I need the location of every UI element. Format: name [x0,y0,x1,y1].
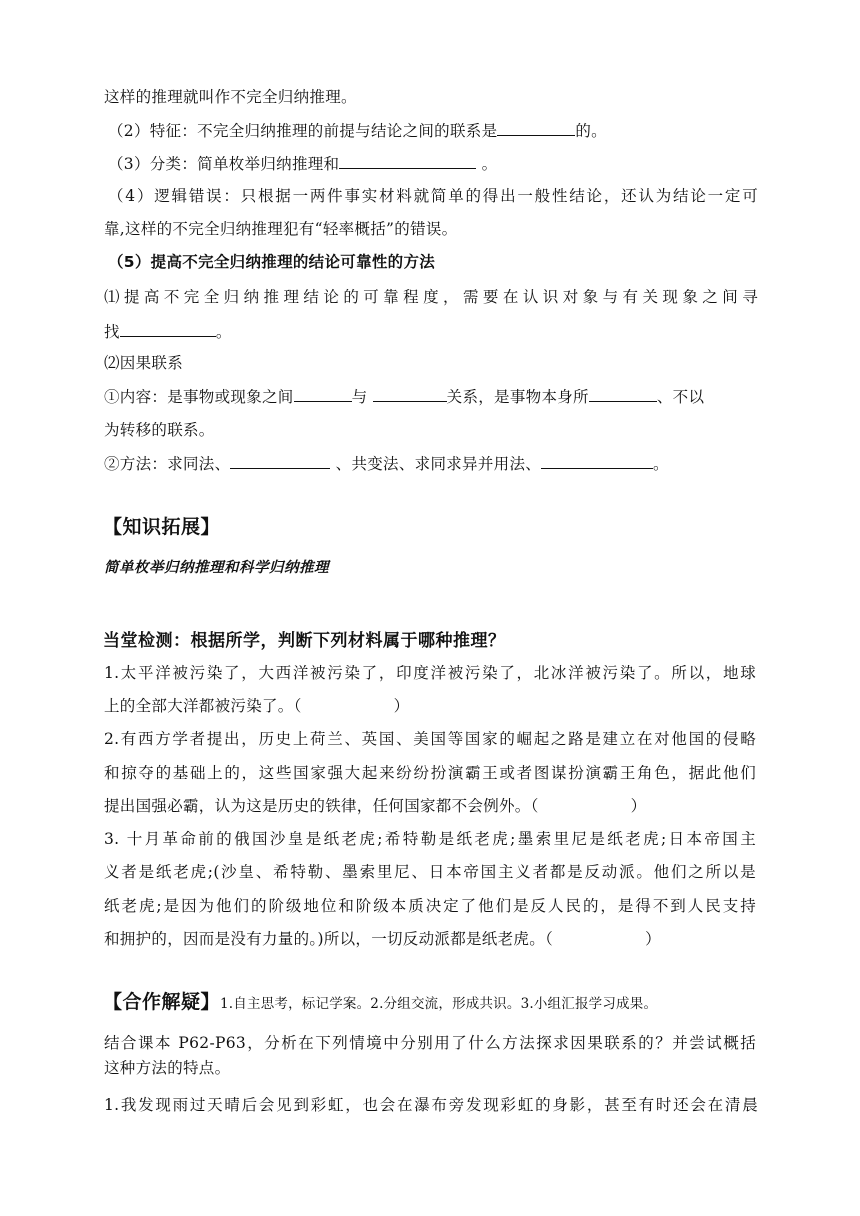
text: 。 [653,455,669,473]
text: 结合课本 P62-P63，分析在下列情境中分别用了什么方法探求因果联系的？并尝试概括 [104,1034,756,1052]
fill-blank[interactable] [294,386,352,402]
section-subtitle: 简单枚举归纳推理和科学归纳推理 [104,560,329,576]
quiz-item [104,696,764,716]
text: 1.太平洋被污染了，大西洋被污染了，印度洋被污染了，北冰洋被污染了。所以，地球 [104,664,756,682]
text: 找 [104,323,120,341]
text: 义者是纸老虎;(沙皇、希特勒、墨索里尼、日本帝国主义者都是反动派。他们之所以是 [104,863,756,881]
text: 和掠夺的基础上的，这些国家强大起来纷纷扮演霸王或者图谋扮演霸王角色，据此他们 [104,764,756,782]
text-line [104,453,764,474]
text: ） [645,930,661,948]
text: 、共变法、求同求异并用法、 [335,455,542,473]
text: 与 [351,388,368,406]
text: 【合作解疑】 [103,991,221,1013]
quiz-title: 当堂检测：根据所学，判断下列材料属于哪种推理？ [103,631,506,651]
fill-blank[interactable] [541,453,653,469]
text-line [104,321,764,342]
text: 3. 十月革命前的俄国沙皇是纸老虎;希特勒是纸老虎;墨索里尼是纸老虎;日本帝国主 [104,830,756,848]
text-line [104,287,758,307]
text: 2.有西方学者提出，历史上荷兰、英国、美国等国家的崛起之路是建立在对他国的侵略 [104,730,756,748]
text: （4）逻辑错误：只根据一两件事实材料就简单的得出一般性结论，还认为结论一定可 [108,187,758,205]
quiz-item [104,862,756,882]
quiz-item [104,663,756,683]
text: 、不以 [656,388,705,406]
quiz-item [104,896,756,916]
text: 。 [481,155,498,173]
text-line [108,186,758,206]
quiz-item [104,929,764,949]
category-line [108,153,768,174]
section-heading [108,252,768,272]
coop-steps: 1.自主思考，标记学案。2.分组交流，形成共识。3.小组汇报学习成果。 [220,996,658,1012]
text: ②方法：求同法、 [104,455,231,473]
text: （2）特征：不完全归纳推理的前提与结论之间的联系是 [108,122,498,140]
text: 为转移的联系。 [104,421,215,439]
quiz-item [104,796,764,816]
text: ⑴提高不完全归纳推理结论的可靠程度，需要在认识对象与有关现象之间寻 [104,288,758,306]
text: 提出国强必霸，认为这是历史的铁律，任何国家都不会例外。（ [104,797,539,815]
text-line [104,353,764,373]
text: 的。 [575,122,607,140]
text: 上的全部大洋都被污染了。（ [104,697,302,715]
feature-line [108,120,768,141]
fill-blank[interactable] [120,321,216,337]
text: ） [393,697,410,715]
fill-blank[interactable] [373,386,447,402]
text: 纸老虎;是因为他们的阶级地位和阶级本质决定了他们是反人民的，是得不到人民支持 [104,897,756,915]
text: 1.我发现雨过天晴后会见到彩虹，也会在瀑布旁发现彩虹的身影，甚至有时还会在清晨 [104,1096,758,1114]
text-line [104,87,764,107]
text: 靠,这样的不完全归纳推理犯有“轻率概括”的错误。 [104,220,458,238]
fill-blank[interactable] [589,386,657,402]
quiz-item [104,763,756,783]
text: 。 [215,323,232,341]
text: 和拥护的，因而是没有力量的。)所以，一切反动派都是纸老虎。（ [104,930,554,948]
text-line [104,386,764,407]
text: ⑵因果联系 [104,354,184,372]
text-line [104,1033,756,1053]
text: ） [630,797,647,815]
text-line [104,219,764,239]
text-line [104,420,764,440]
fill-blank[interactable] [497,120,575,136]
text: 关系，是事物本身所 [446,388,589,406]
section-title-coop [103,987,657,1014]
text-line [104,1058,764,1078]
quiz-item [104,829,756,849]
text: 这种方法的特点。 [104,1059,231,1077]
fill-blank[interactable] [339,153,476,169]
text: 这样的推理就叫作不完全归纳推理。 [104,88,357,106]
fill-blank[interactable] [230,453,330,469]
text: ①内容：是事物或现象之间 [104,388,294,406]
section-title-expand: 【知识拓展】 [103,516,221,538]
text: （3）分类：简单枚举归纳推理和 [108,155,340,173]
quiz-item [104,729,756,749]
text: （5）提高不完全归纳推理的结论可靠性的方法 [108,253,436,271]
text-line [104,1095,758,1115]
